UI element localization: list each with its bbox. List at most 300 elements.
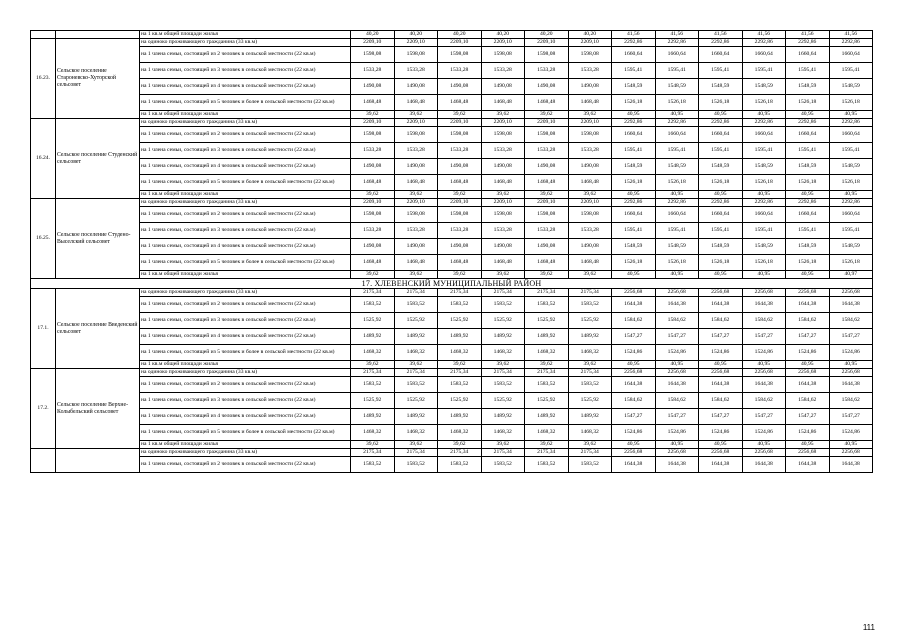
document-page: [30, 30, 872, 473]
value-cell: 1583,52: [351, 297, 395, 313]
value-cell: 1468,48: [351, 255, 395, 271]
value-cell: 1548,59: [786, 159, 830, 175]
value-cell: 1547,27: [786, 329, 830, 345]
value-cell: 1548,59: [699, 79, 743, 95]
value-cell: 2256,68: [699, 449, 743, 457]
value-cell: 1644,38: [655, 457, 699, 473]
value-cell: 1468,48: [481, 95, 525, 111]
value-cell: 1660,64: [655, 47, 699, 63]
value-cell: 1489,92: [525, 329, 569, 345]
value-cell: 1490,08: [438, 239, 482, 255]
value-cell: 40,95: [742, 111, 786, 119]
value-cell: 1526,18: [786, 255, 830, 271]
value-cell: 1548,59: [699, 159, 743, 175]
norm-description-cell: на 1 члена семьи, состоящей из 4 человек в сельской местности (22 кв.м): [140, 79, 351, 95]
value-cell: 1547,27: [742, 329, 786, 345]
value-cell: 1598,08: [525, 47, 569, 63]
value-cell: 1583,52: [438, 297, 482, 313]
value-cell: 1468,48: [438, 255, 482, 271]
value-cell: 1525,92: [568, 393, 612, 409]
value-cell: 1524,86: [829, 425, 873, 441]
table-row: [31, 313, 873, 329]
value-cell: 1533,28: [438, 223, 482, 239]
value-cell: 41,56: [612, 31, 656, 39]
value-cell: 2209,10: [351, 39, 395, 47]
table-row: [31, 47, 873, 63]
value-cell: 41,56: [699, 31, 743, 39]
value-cell: 1660,64: [655, 207, 699, 223]
value-cell: 1468,48: [394, 175, 438, 191]
value-cell: 40,95: [786, 111, 830, 119]
table-row: [31, 111, 873, 119]
value-cell: 1598,08: [351, 127, 395, 143]
value-cell: 1468,32: [351, 345, 395, 361]
value-cell: 1525,92: [481, 393, 525, 409]
value-cell: 39,62: [394, 191, 438, 199]
value-cell: 1660,64: [655, 127, 699, 143]
value-cell: 2175,34: [525, 449, 569, 457]
value-cell: 41,56: [742, 31, 786, 39]
value-cell: 1598,08: [438, 207, 482, 223]
value-cell: 1644,38: [829, 297, 873, 313]
value-cell: 1526,18: [612, 175, 656, 191]
value-cell: 40,95: [655, 111, 699, 119]
value-cell: 39,62: [481, 441, 525, 449]
table-row: [31, 79, 873, 95]
value-cell: 1644,38: [829, 457, 873, 473]
table-row: [31, 199, 873, 207]
settlement-name-cell: Сельское поселение Староневско-Хуторской сельсовет: [56, 39, 140, 119]
value-cell: 1533,28: [394, 223, 438, 239]
value-cell: 2292,86: [655, 199, 699, 207]
norm-description-cell: на 1 кв.м общей площади жилья: [140, 191, 351, 199]
value-cell: 40,95: [829, 191, 873, 199]
page-number: 111: [862, 623, 875, 632]
value-cell: 1489,92: [481, 329, 525, 345]
value-cell: 1595,41: [699, 223, 743, 239]
value-cell: 1548,59: [786, 79, 830, 95]
value-cell: 1547,27: [742, 409, 786, 425]
value-cell: 1595,41: [612, 223, 656, 239]
value-cell: 1583,52: [481, 377, 525, 393]
settlement-name-cell: Сельское поселение Студенский сельсовет: [56, 119, 140, 199]
value-cell: 2209,10: [351, 119, 395, 127]
value-cell: 1526,18: [699, 255, 743, 271]
value-cell: 1583,52: [394, 457, 438, 473]
value-cell: 1468,48: [568, 255, 612, 271]
value-cell: 39,62: [481, 191, 525, 199]
norm-description-cell: на 1 члена семьи, состоящей из 2 человек в сельской местности (22 кв.м): [140, 457, 351, 473]
row-code-cell: 16.23.: [31, 39, 56, 119]
value-cell: 1468,32: [394, 345, 438, 361]
value-cell: 1660,64: [829, 207, 873, 223]
value-cell: 39,62: [481, 361, 525, 369]
value-cell: 2292,86: [829, 39, 873, 47]
value-cell: 2292,86: [786, 39, 830, 47]
value-cell: 1583,52: [481, 457, 525, 473]
value-cell: 39,62: [525, 361, 569, 369]
value-cell: 1526,18: [655, 95, 699, 111]
value-cell: 39,62: [394, 361, 438, 369]
value-cell: 2175,34: [525, 289, 569, 297]
value-cell: 40,95: [829, 111, 873, 119]
value-cell: 1490,08: [438, 159, 482, 175]
value-cell: 2209,10: [525, 199, 569, 207]
settlement-name-cell: Сельское поселение Студено-Выселский сельсовет: [56, 199, 140, 279]
table-row: [31, 271, 873, 279]
norm-description-cell: на одиноко проживающего гражданина (33 кв.м): [140, 289, 351, 297]
value-cell: 1489,92: [568, 329, 612, 345]
value-cell: 1598,08: [568, 207, 612, 223]
value-cell: 1490,08: [525, 159, 569, 175]
value-cell: 41,56: [655, 31, 699, 39]
value-cell: 1526,18: [829, 95, 873, 111]
table-row: [31, 191, 873, 199]
norm-description-cell: на одиноко проживающего гражданина (33 кв.м): [140, 119, 351, 127]
norm-description-cell: на 1 члена семьи, состоящей из 5 человек и более в сельской местности (22 кв.м): [140, 95, 351, 111]
value-cell: 39,62: [394, 271, 438, 279]
value-cell: 1490,08: [481, 159, 525, 175]
value-cell: 2175,34: [481, 289, 525, 297]
value-cell: 1548,59: [699, 239, 743, 255]
norm-description-cell: на 1 члена семьи, состоящей из 5 человек и более в сельской местности (22 кв.м): [140, 255, 351, 271]
value-cell: 40,20: [351, 31, 395, 39]
row-code-cell: 16.25.: [31, 199, 56, 279]
value-cell: 1547,27: [829, 329, 873, 345]
value-cell: 1526,18: [829, 175, 873, 191]
value-cell: 1548,59: [655, 79, 699, 95]
value-cell: 2209,10: [481, 39, 525, 47]
value-cell: 1468,32: [438, 425, 482, 441]
value-cell: 1583,52: [481, 297, 525, 313]
value-cell: 2209,10: [568, 199, 612, 207]
value-cell: 1584,62: [829, 313, 873, 329]
value-cell: 2292,86: [612, 119, 656, 127]
value-cell: 1524,86: [742, 425, 786, 441]
value-cell: 1489,92: [481, 409, 525, 425]
value-cell: 2256,68: [742, 289, 786, 297]
norm-description-cell: на 1 члена семьи, состоящей из 4 человек в сельской местности (22 кв.м): [140, 159, 351, 175]
value-cell: 1468,32: [481, 345, 525, 361]
section-row: [31, 279, 873, 289]
value-cell: 40,20: [394, 31, 438, 39]
value-cell: 1490,08: [351, 79, 395, 95]
table-row: [31, 425, 873, 441]
value-cell: 1524,86: [699, 345, 743, 361]
value-cell: 1598,08: [481, 47, 525, 63]
value-cell: 1533,28: [481, 223, 525, 239]
value-cell: 40,95: [829, 361, 873, 369]
value-cell: 1584,62: [612, 313, 656, 329]
table-row: [31, 239, 873, 255]
table-row: [31, 457, 873, 473]
norm-description-cell: на 1 члена семьи, состоящей из 5 человек и более в сельской местности (22 кв.м): [140, 345, 351, 361]
value-cell: 40,95: [742, 191, 786, 199]
value-cell: 1525,92: [525, 393, 569, 409]
value-cell: 1525,92: [568, 313, 612, 329]
value-cell: 1490,08: [568, 239, 612, 255]
value-cell: 1533,28: [525, 143, 569, 159]
value-cell: 2256,68: [655, 449, 699, 457]
value-cell: 1584,62: [612, 393, 656, 409]
value-cell: 1489,92: [525, 409, 569, 425]
value-cell: 1583,52: [568, 457, 612, 473]
value-cell: 1526,18: [829, 255, 873, 271]
value-cell: 2256,68: [742, 449, 786, 457]
value-cell: 1644,38: [612, 377, 656, 393]
value-cell: 1584,62: [699, 393, 743, 409]
value-cell: 40,95: [786, 441, 830, 449]
table-row: [31, 159, 873, 175]
value-cell: 1548,59: [742, 79, 786, 95]
value-cell: 40,95: [612, 441, 656, 449]
value-cell: 1595,41: [829, 223, 873, 239]
value-cell: 39,62: [438, 191, 482, 199]
table-row: [31, 441, 873, 449]
value-cell: 1584,62: [655, 313, 699, 329]
norm-description-cell: на 1 члена семьи, состоящей из 4 человек в сельской местности (22 кв.м): [140, 329, 351, 345]
value-cell: 1660,64: [612, 47, 656, 63]
value-cell: 2209,10: [568, 39, 612, 47]
value-cell: 1660,64: [699, 47, 743, 63]
value-cell: 1583,52: [351, 377, 395, 393]
row-code-cell: [31, 449, 56, 473]
value-cell: 2209,10: [568, 119, 612, 127]
value-cell: 40,95: [655, 441, 699, 449]
norm-description-cell: на одиноко проживающего гражданина (33 кв.м): [140, 39, 351, 47]
value-cell: 1547,27: [699, 409, 743, 425]
table-row: [31, 361, 873, 369]
value-cell: 2256,68: [829, 449, 873, 457]
value-cell: 1533,28: [568, 63, 612, 79]
value-cell: 1547,27: [655, 409, 699, 425]
value-cell: 2256,68: [829, 369, 873, 377]
value-cell: 2292,86: [612, 39, 656, 47]
value-cell: 1533,28: [568, 143, 612, 159]
value-cell: 1526,18: [699, 175, 743, 191]
value-cell: 1660,64: [786, 207, 830, 223]
value-cell: 1583,52: [351, 457, 395, 473]
value-cell: 2256,68: [786, 369, 830, 377]
value-cell: 2175,34: [525, 369, 569, 377]
table-row: [31, 255, 873, 271]
value-cell: 1526,18: [612, 255, 656, 271]
value-cell: 1489,92: [394, 329, 438, 345]
value-cell: 2292,86: [699, 199, 743, 207]
value-cell: 1490,08: [438, 79, 482, 95]
value-cell: 2209,10: [438, 119, 482, 127]
value-cell: 1468,48: [525, 175, 569, 191]
value-cell: 1598,08: [481, 207, 525, 223]
value-cell: 1468,48: [568, 95, 612, 111]
value-cell: 1468,32: [438, 345, 482, 361]
value-cell: 39,62: [351, 111, 395, 119]
value-cell: 1468,48: [525, 255, 569, 271]
value-cell: 1644,38: [699, 457, 743, 473]
value-cell: 1547,27: [612, 329, 656, 345]
value-cell: 1468,48: [525, 95, 569, 111]
table-row: [31, 31, 873, 39]
value-cell: 2175,34: [438, 449, 482, 457]
value-cell: 2292,86: [742, 39, 786, 47]
norm-description-cell: на 1 кв.м общей площади жилья: [140, 361, 351, 369]
value-cell: 2256,68: [786, 289, 830, 297]
value-cell: 1525,92: [394, 393, 438, 409]
value-cell: 2175,34: [568, 449, 612, 457]
value-cell: 2209,10: [481, 199, 525, 207]
value-cell: 39,62: [438, 111, 482, 119]
table-row: [31, 143, 873, 159]
value-cell: 1533,28: [394, 63, 438, 79]
table-row: [31, 223, 873, 239]
norm-description-cell: на одиноко проживающего гражданина (33 кв.м): [140, 199, 351, 207]
norm-description-cell: на одиноко проживающего гражданина (33 кв.м): [140, 449, 351, 457]
value-cell: 40,95: [612, 111, 656, 119]
value-cell: 39,62: [481, 271, 525, 279]
value-cell: 1524,86: [829, 345, 873, 361]
value-cell: 1595,41: [612, 63, 656, 79]
value-cell: 1489,92: [568, 409, 612, 425]
value-cell: 2256,68: [612, 289, 656, 297]
value-cell: 2209,10: [394, 119, 438, 127]
value-cell: 1548,59: [829, 239, 873, 255]
value-cell: 1526,18: [612, 95, 656, 111]
value-cell: 1644,38: [655, 377, 699, 393]
value-cell: 1524,86: [742, 345, 786, 361]
value-cell: 1548,59: [742, 159, 786, 175]
value-cell: 39,62: [394, 441, 438, 449]
value-cell: 1644,38: [742, 457, 786, 473]
value-cell: 1525,92: [351, 313, 395, 329]
value-cell: 1644,38: [655, 297, 699, 313]
value-cell: 1598,08: [481, 127, 525, 143]
table-row: [31, 119, 873, 127]
value-cell: 1526,18: [742, 95, 786, 111]
value-cell: 40,20: [525, 31, 569, 39]
value-cell: 2209,10: [394, 39, 438, 47]
value-cell: 1533,28: [525, 63, 569, 79]
table-row: [31, 377, 873, 393]
table-row: [31, 449, 873, 457]
value-cell: 1533,28: [525, 223, 569, 239]
table-row: [31, 95, 873, 111]
value-cell: 1595,41: [655, 143, 699, 159]
value-cell: 1595,41: [742, 63, 786, 79]
value-cell: 1548,59: [829, 79, 873, 95]
value-cell: 40,95: [655, 361, 699, 369]
value-cell: 1489,92: [438, 409, 482, 425]
value-cell: 1595,41: [742, 223, 786, 239]
value-cell: 39,62: [438, 361, 482, 369]
value-cell: 1584,62: [742, 313, 786, 329]
value-cell: 1660,64: [699, 127, 743, 143]
value-cell: 1548,59: [612, 159, 656, 175]
value-cell: 1595,41: [786, 143, 830, 159]
value-cell: 1524,86: [699, 425, 743, 441]
value-cell: 40,95: [699, 191, 743, 199]
value-cell: 1468,48: [394, 255, 438, 271]
value-cell: 2256,68: [612, 449, 656, 457]
value-cell: 1584,62: [655, 393, 699, 409]
value-cell: 2175,34: [481, 369, 525, 377]
value-cell: 1584,62: [742, 393, 786, 409]
value-cell: 1583,52: [438, 377, 482, 393]
norm-description-cell: на 1 члена семьи, состоящей из 2 человек в сельской местности (22 кв.м): [140, 377, 351, 393]
value-cell: 1644,38: [699, 377, 743, 393]
value-cell: 2209,10: [351, 199, 395, 207]
value-cell: 40,95: [699, 441, 743, 449]
value-cell: 2256,68: [742, 369, 786, 377]
value-cell: 1644,38: [699, 297, 743, 313]
norm-description-cell: на 1 кв.м общей площади жилья: [140, 271, 351, 279]
value-cell: 40,97: [829, 271, 873, 279]
table-row: [31, 409, 873, 425]
value-cell: 40,95: [742, 441, 786, 449]
value-cell: 39,62: [568, 191, 612, 199]
value-cell: 1490,08: [351, 159, 395, 175]
value-cell: 1583,52: [525, 377, 569, 393]
value-cell: 2175,34: [351, 369, 395, 377]
value-cell: 2175,34: [438, 369, 482, 377]
value-cell: 39,62: [525, 191, 569, 199]
norm-description-cell: на 1 кв.м общей площади жилья: [140, 31, 351, 39]
norm-description-cell: на 1 члена семьи, состоящей из 4 человек в сельской местности (22 кв.м): [140, 239, 351, 255]
norm-description-cell: на 1 кв.м общей площади жилья: [140, 441, 351, 449]
value-cell: 40,95: [612, 191, 656, 199]
value-cell: 1595,41: [829, 63, 873, 79]
value-cell: 40,95: [786, 361, 830, 369]
table-row: [31, 289, 873, 297]
value-cell: 1598,08: [525, 207, 569, 223]
value-cell: 1660,64: [742, 47, 786, 63]
value-cell: 1533,28: [351, 143, 395, 159]
value-cell: 1533,28: [351, 63, 395, 79]
value-cell: 1489,92: [351, 409, 395, 425]
value-cell: 2256,68: [829, 289, 873, 297]
value-cell: 1595,41: [699, 63, 743, 79]
norm-description-cell: на 1 члена семьи, состоящей из 3 человек в сельской местности (22 кв.м): [140, 223, 351, 239]
value-cell: 39,62: [568, 111, 612, 119]
value-cell: 1598,08: [568, 127, 612, 143]
value-cell: 1644,38: [612, 297, 656, 313]
value-cell: 1468,48: [351, 175, 395, 191]
norm-description-cell: на 1 члена семьи, состоящей из 3 человек в сельской местности (22 кв.м): [140, 313, 351, 329]
norm-description-cell: на 1 члена семьи, состоящей из 5 человек и более в сельской местности (22 кв.м): [140, 175, 351, 191]
value-cell: 1595,41: [786, 63, 830, 79]
value-cell: 1660,64: [612, 207, 656, 223]
value-cell: 1583,52: [568, 297, 612, 313]
value-cell: 1547,27: [612, 409, 656, 425]
value-cell: 2209,10: [438, 199, 482, 207]
value-cell: 1490,08: [394, 159, 438, 175]
value-cell: 2175,34: [394, 289, 438, 297]
value-cell: 1595,41: [829, 143, 873, 159]
value-cell: 2175,34: [481, 449, 525, 457]
value-cell: 1526,18: [699, 95, 743, 111]
value-cell: 1548,59: [829, 159, 873, 175]
value-cell: 1489,92: [394, 409, 438, 425]
value-cell: 1524,86: [655, 425, 699, 441]
norm-description-cell: на 1 члена семьи, состоящей из 5 человек и более в сельской местности (22 кв.м): [140, 425, 351, 441]
value-cell: 1468,48: [568, 175, 612, 191]
value-cell: 2175,34: [568, 369, 612, 377]
value-cell: 1584,62: [786, 313, 830, 329]
settlement-name-cell: [56, 31, 140, 39]
value-cell: 2292,86: [786, 199, 830, 207]
value-cell: 1468,32: [525, 345, 569, 361]
value-cell: 1547,27: [786, 409, 830, 425]
value-cell: 1598,08: [394, 207, 438, 223]
